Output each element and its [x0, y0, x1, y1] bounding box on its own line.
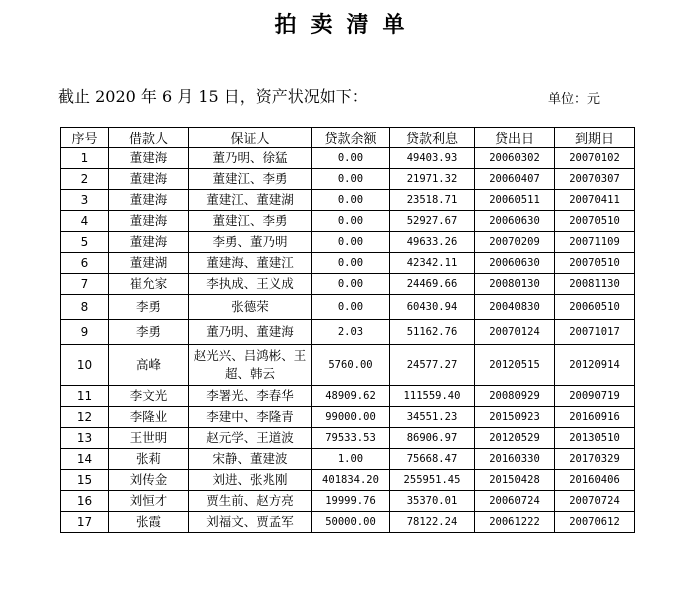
due-date-cell: 20081130	[555, 274, 635, 295]
guarantor-cell: 赵光兴、吕鸿彬、王超、韩云	[189, 345, 312, 386]
column-header: 借款人	[109, 128, 189, 148]
due-date-cell: 20071109	[555, 232, 635, 253]
row-number-cell: 12	[61, 407, 109, 428]
auction-list-table	[60, 127, 635, 533]
row-number-cell: 8	[61, 295, 109, 320]
loan-interest-cell: 86906.97	[390, 428, 475, 449]
row-number-cell: 14	[61, 449, 109, 470]
table-row	[61, 491, 635, 512]
borrower-cell: 董建海	[109, 148, 189, 169]
loan-balance-cell: 0.00	[312, 190, 390, 211]
borrower-cell: 李隆业	[109, 407, 189, 428]
borrower-cell: 董建湖	[109, 253, 189, 274]
guarantor-cell: 赵元学、王道波	[189, 428, 312, 449]
due-date-cell: 20070510	[555, 211, 635, 232]
row-number-cell: 11	[61, 386, 109, 407]
loan-interest-cell: 78122.24	[390, 512, 475, 533]
issue-date-cell: 20070209	[475, 232, 555, 253]
loan-interest-cell: 255951.45	[390, 470, 475, 491]
issue-date-cell: 20040830	[475, 295, 555, 320]
row-number-cell: 1	[61, 148, 109, 169]
table-row	[61, 512, 635, 533]
row-number-cell: 7	[61, 274, 109, 295]
loan-balance-cell: 401834.20	[312, 470, 390, 491]
loan-interest-cell: 60430.94	[390, 295, 475, 320]
borrower-cell: 董建海	[109, 169, 189, 190]
guarantor-cell: 李建中、李隆青	[189, 407, 312, 428]
borrower-cell: 李勇	[109, 320, 189, 345]
due-date-cell: 20071017	[555, 320, 635, 345]
issue-date-cell: 20080929	[475, 386, 555, 407]
issue-date-cell: 20060630	[475, 211, 555, 232]
loan-interest-cell: 49633.26	[390, 232, 475, 253]
table-row	[61, 320, 635, 345]
guarantor-cell: 董乃明、董建海	[189, 320, 312, 345]
due-date-cell: 20130510	[555, 428, 635, 449]
guarantor-cell: 李执成、王义成	[189, 274, 312, 295]
borrower-cell: 高峰	[109, 345, 189, 386]
borrower-cell: 刘传金	[109, 470, 189, 491]
loan-balance-cell: 1.00	[312, 449, 390, 470]
row-number-cell: 17	[61, 512, 109, 533]
loan-balance-cell: 0.00	[312, 211, 390, 232]
loan-interest-cell: 52927.67	[390, 211, 475, 232]
table-row	[61, 407, 635, 428]
loan-interest-cell: 75668.47	[390, 449, 475, 470]
due-date-cell: 20070411	[555, 190, 635, 211]
row-number-cell: 16	[61, 491, 109, 512]
table-row	[61, 345, 635, 386]
issue-date-cell: 20060511	[475, 190, 555, 211]
due-date-cell: 20070307	[555, 169, 635, 190]
loan-interest-cell: 24469.66	[390, 274, 475, 295]
issue-date-cell: 20080130	[475, 274, 555, 295]
due-date-cell: 20070724	[555, 491, 635, 512]
issue-date-cell: 20060630	[475, 253, 555, 274]
guarantor-cell: 张德荣	[189, 295, 312, 320]
loan-balance-cell: 48909.62	[312, 386, 390, 407]
borrower-cell: 李勇	[109, 295, 189, 320]
table-header-row	[61, 128, 635, 148]
issue-date-cell: 20150923	[475, 407, 555, 428]
table-row	[61, 148, 635, 169]
loan-interest-cell: 23518.71	[390, 190, 475, 211]
unit-label: 单位：元	[548, 92, 601, 107]
column-header: 序号	[61, 128, 109, 148]
borrower-cell: 董建海	[109, 232, 189, 253]
loan-interest-cell: 42342.11	[390, 253, 475, 274]
issue-date-cell: 20060724	[475, 491, 555, 512]
due-date-cell: 20160916	[555, 407, 635, 428]
table-row	[61, 169, 635, 190]
table-row	[61, 470, 635, 491]
table-row	[61, 428, 635, 449]
loan-interest-cell: 34551.23	[390, 407, 475, 428]
loan-balance-cell: 5760.00	[312, 345, 390, 386]
issue-date-cell: 20150428	[475, 470, 555, 491]
borrower-cell: 刘恒才	[109, 491, 189, 512]
row-number-cell: 5	[61, 232, 109, 253]
loan-balance-cell: 0.00	[312, 232, 390, 253]
due-date-cell: 20070510	[555, 253, 635, 274]
due-date-cell: 20090719	[555, 386, 635, 407]
row-number-cell: 6	[61, 253, 109, 274]
guarantor-cell: 董建江、李勇	[189, 211, 312, 232]
issue-date-cell: 20160330	[475, 449, 555, 470]
loan-balance-cell: 0.00	[312, 148, 390, 169]
table-row	[61, 274, 635, 295]
loan-interest-cell: 21971.32	[390, 169, 475, 190]
row-number-cell: 2	[61, 169, 109, 190]
borrower-cell: 王世明	[109, 428, 189, 449]
borrower-cell: 张霞	[109, 512, 189, 533]
issue-date-cell: 20120529	[475, 428, 555, 449]
row-number-cell: 13	[61, 428, 109, 449]
due-date-cell: 20120914	[555, 345, 635, 386]
table-row	[61, 386, 635, 407]
borrower-cell: 张莉	[109, 449, 189, 470]
table-row	[61, 232, 635, 253]
row-number-cell: 9	[61, 320, 109, 345]
column-header: 到期日	[555, 128, 635, 148]
guarantor-cell: 李勇、董乃明	[189, 232, 312, 253]
row-number-cell: 15	[61, 470, 109, 491]
borrower-cell: 董建海	[109, 211, 189, 232]
table-row	[61, 449, 635, 470]
guarantor-cell: 贾生前、赵方亮	[189, 491, 312, 512]
loan-balance-cell: 79533.53	[312, 428, 390, 449]
row-number-cell: 10	[61, 345, 109, 386]
guarantor-cell: 李署光、李春华	[189, 386, 312, 407]
guarantor-cell: 宋静、董建波	[189, 449, 312, 470]
row-number-cell: 4	[61, 211, 109, 232]
loan-balance-cell: 0.00	[312, 295, 390, 320]
due-date-cell: 20070612	[555, 512, 635, 533]
column-header: 贷出日	[475, 128, 555, 148]
loan-balance-cell: 0.00	[312, 253, 390, 274]
borrower-cell: 崔允家	[109, 274, 189, 295]
loan-balance-cell: 2.03	[312, 320, 390, 345]
issue-date-cell: 20061222	[475, 512, 555, 533]
document-title: 拍卖清单	[274, 12, 419, 38]
borrower-cell: 李文光	[109, 386, 189, 407]
borrower-cell: 董建海	[109, 190, 189, 211]
guarantor-cell: 董建江、李勇	[189, 169, 312, 190]
loan-interest-cell: 111559.40	[390, 386, 475, 407]
due-date-cell: 20060510	[555, 295, 635, 320]
guarantor-cell: 刘福文、贾孟军	[189, 512, 312, 533]
column-header: 贷款利息	[390, 128, 475, 148]
due-date-cell: 20070102	[555, 148, 635, 169]
status-statement: 截止 2020 年 6 月 15 日，资产状况如下：	[58, 87, 368, 106]
issue-date-cell: 20060407	[475, 169, 555, 190]
issue-date-cell: 20120515	[475, 345, 555, 386]
due-date-cell: 20160406	[555, 470, 635, 491]
loan-balance-cell: 99000.00	[312, 407, 390, 428]
loan-balance-cell: 0.00	[312, 274, 390, 295]
table-row	[61, 190, 635, 211]
guarantor-cell: 董建海、董建江	[189, 253, 312, 274]
loan-interest-cell: 49403.93	[390, 148, 475, 169]
loan-balance-cell: 0.00	[312, 169, 390, 190]
loan-interest-cell: 24577.27	[390, 345, 475, 386]
due-date-cell: 20170329	[555, 449, 635, 470]
guarantor-cell: 刘进、张兆刚	[189, 470, 312, 491]
table-row	[61, 253, 635, 274]
row-number-cell: 3	[61, 190, 109, 211]
guarantor-cell: 董建江、董建湖	[189, 190, 312, 211]
guarantor-cell: 董乃明、徐猛	[189, 148, 312, 169]
loan-interest-cell: 51162.76	[390, 320, 475, 345]
issue-date-cell: 20060302	[475, 148, 555, 169]
loan-balance-cell: 19999.76	[312, 491, 390, 512]
table-row	[61, 211, 635, 232]
column-header: 贷款余额	[312, 128, 390, 148]
loan-balance-cell: 50000.00	[312, 512, 390, 533]
column-header: 保证人	[189, 128, 312, 148]
loan-interest-cell: 35370.01	[390, 491, 475, 512]
table-row	[61, 295, 635, 320]
issue-date-cell: 20070124	[475, 320, 555, 345]
